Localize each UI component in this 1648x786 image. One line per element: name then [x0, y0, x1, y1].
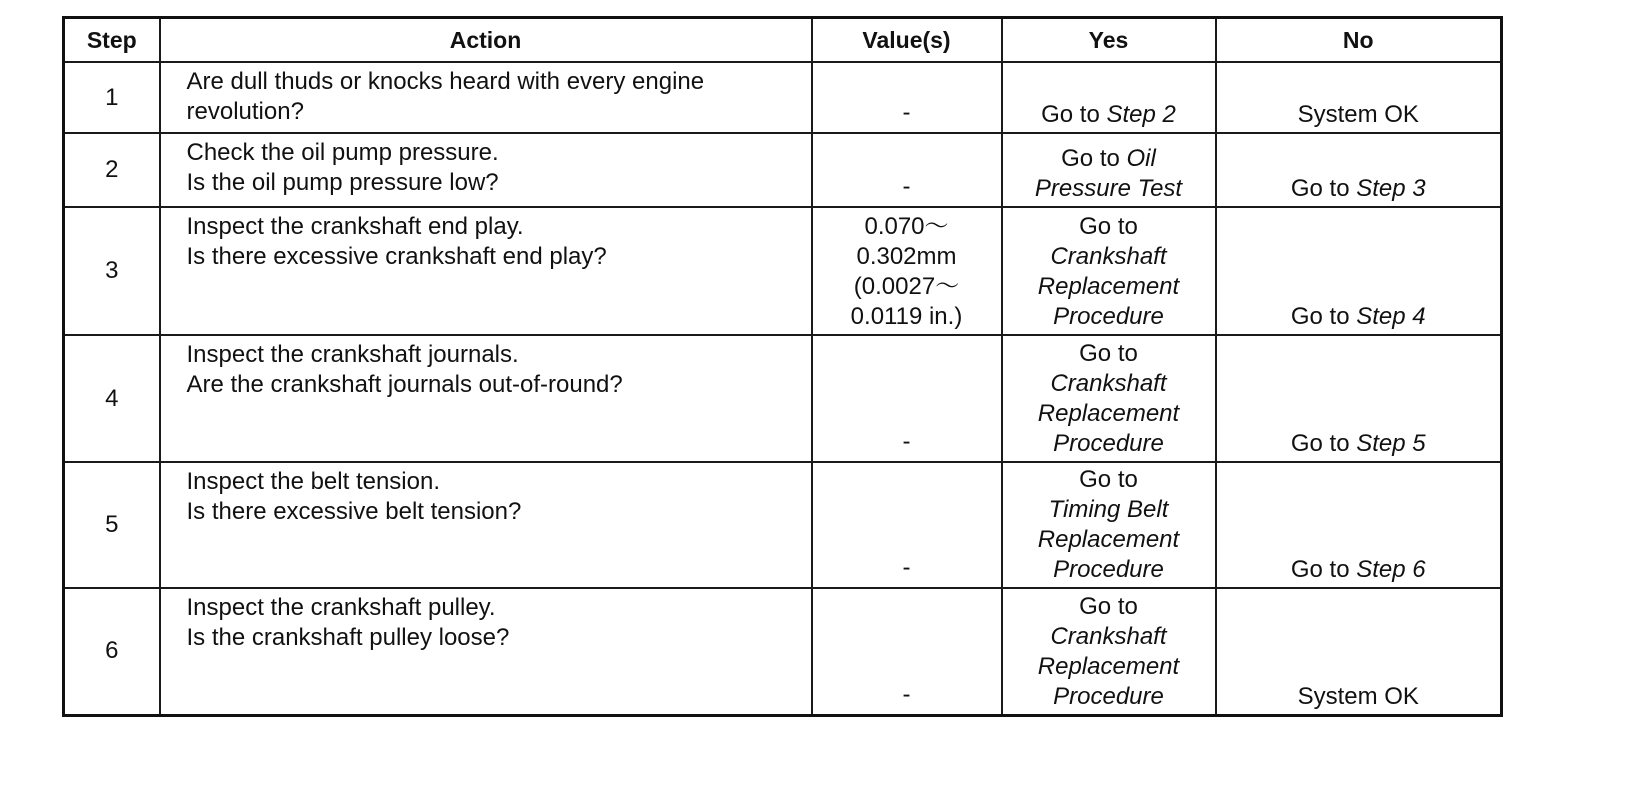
yes-cell	[1002, 207, 1216, 335]
value-line: -	[902, 173, 911, 200]
no-cell	[1216, 462, 1502, 588]
yes-line	[1007, 465, 1211, 495]
header-row	[64, 18, 1502, 63]
table-row	[64, 207, 1502, 335]
no-text: Go to	[1290, 175, 1357, 202]
yes-reference: Crankshaft	[1050, 622, 1167, 650]
yes-line	[1007, 212, 1211, 242]
value-line: 0.070～	[864, 213, 949, 240]
header-yes: Yes	[1002, 18, 1216, 63]
no-text: Go to	[1290, 556, 1357, 583]
yes-line	[1007, 399, 1211, 429]
action-line: Inspect the crankshaft journals.	[186, 341, 519, 368]
action-line: Are dull thuds or knocks heard with every engine revolution?	[186, 68, 705, 125]
value-line: 0.302mm	[856, 243, 957, 270]
header-no: No	[1216, 18, 1502, 63]
yes-line	[1007, 302, 1211, 332]
header-step: Step	[64, 18, 160, 63]
action-line: Inspect the belt tension.	[186, 468, 440, 495]
no-cell	[1216, 207, 1502, 335]
yes-line	[1007, 555, 1211, 585]
no-line	[1221, 174, 1497, 204]
yes-reference: Crankshaft	[1050, 370, 1167, 397]
value-line: (0.0027～	[853, 273, 960, 300]
step-cell: 1	[64, 62, 160, 133]
no-reference: Step 5	[1356, 430, 1426, 457]
yes-text: Go to	[1041, 101, 1107, 128]
yes-line	[1007, 592, 1211, 622]
diagnostic-table	[62, 16, 1503, 717]
value-line: -	[902, 680, 911, 708]
value-line: -	[902, 99, 911, 126]
no-reference: Step 3	[1356, 175, 1426, 202]
yes-reference: Procedure	[1053, 303, 1164, 330]
action-line: Is there excessive belt tension?	[186, 498, 522, 525]
yes-reference: Pressure Test	[1034, 175, 1183, 202]
no-cell	[1216, 588, 1502, 715]
step-cell: 6	[64, 588, 160, 715]
yes-reference: Procedure	[1053, 682, 1164, 710]
value-cell	[812, 462, 1002, 588]
yes-line	[1007, 174, 1211, 204]
table-row	[64, 133, 1502, 207]
action-line: Is the oil pump pressure low?	[186, 169, 499, 196]
no-text: Go to	[1290, 430, 1357, 457]
no-line	[1221, 429, 1497, 459]
yes-reference: Oil	[1126, 145, 1156, 172]
no-text: System OK	[1297, 101, 1419, 128]
yes-line	[1007, 242, 1211, 272]
yes-line	[1007, 652, 1211, 682]
table-row	[64, 62, 1502, 133]
yes-line	[1007, 682, 1211, 712]
step-cell: 3	[64, 207, 160, 335]
no-line	[1221, 682, 1497, 712]
yes-text: Go to	[1079, 592, 1138, 620]
no-text: System OK	[1297, 682, 1419, 710]
yes-text: Go to	[1079, 213, 1138, 240]
yes-cell	[1002, 588, 1216, 715]
value-cell	[812, 335, 1002, 462]
value-cell	[812, 207, 1002, 335]
table-row	[64, 335, 1502, 462]
yes-line	[1007, 339, 1211, 369]
yes-line	[1007, 369, 1211, 399]
no-cell	[1216, 335, 1502, 462]
action-line: Inspect the crankshaft end play.	[186, 213, 524, 240]
yes-cell	[1002, 133, 1216, 207]
no-cell	[1216, 62, 1502, 133]
yes-line	[1007, 495, 1211, 525]
yes-cell	[1002, 462, 1216, 588]
yes-text: Go to	[1061, 145, 1127, 172]
yes-text: Go to	[1079, 340, 1138, 367]
no-cell	[1216, 133, 1502, 207]
action-cell	[160, 335, 812, 462]
yes-reference: Procedure	[1053, 556, 1164, 583]
yes-reference: Replacement	[1037, 273, 1180, 300]
action-line: Check the oil pump pressure.	[186, 139, 499, 166]
step-cell: 4	[64, 335, 160, 462]
value-line: -	[902, 428, 911, 455]
no-reference: Step 6	[1356, 556, 1426, 583]
yes-cell	[1002, 335, 1216, 462]
action-cell	[160, 462, 812, 588]
table-header	[64, 18, 1502, 63]
action-cell	[160, 207, 812, 335]
step-cell: 2	[64, 133, 160, 207]
no-line	[1221, 100, 1497, 130]
header-values: Value(s)	[812, 18, 1002, 63]
yes-reference: Replacement	[1037, 400, 1180, 427]
value-cell	[812, 133, 1002, 207]
yes-reference: Replacement	[1037, 526, 1180, 553]
yes-line	[1007, 144, 1211, 174]
action-line: Inspect the crankshaft pulley.	[186, 594, 496, 621]
yes-reference: Replacement	[1037, 652, 1180, 680]
action-line: Are the crankshaft journals out-of-round?	[186, 371, 623, 398]
yes-line	[1007, 100, 1211, 130]
yes-line	[1007, 272, 1211, 302]
table-row	[64, 462, 1502, 588]
value-line: 0.0119 in.)	[850, 303, 963, 330]
yes-reference: Crankshaft	[1050, 243, 1167, 270]
yes-reference: Timing Belt	[1048, 496, 1169, 523]
yes-line	[1007, 622, 1211, 652]
no-reference: Step 4	[1356, 303, 1426, 330]
no-line	[1221, 302, 1497, 332]
yes-reference: Step 2	[1106, 101, 1176, 128]
step-cell: 5	[64, 462, 160, 588]
yes-text: Go to	[1079, 466, 1138, 493]
yes-line	[1007, 429, 1211, 459]
action-line: Is the crankshaft pulley loose?	[186, 624, 510, 651]
table-body	[64, 62, 1502, 715]
yes-cell	[1002, 62, 1216, 133]
action-cell	[160, 588, 812, 715]
header-action: Action	[160, 18, 812, 63]
no-line	[1221, 555, 1497, 585]
no-text: Go to	[1290, 303, 1357, 330]
action-cell	[160, 62, 812, 133]
value-line: -	[902, 554, 911, 581]
yes-reference: Procedure	[1053, 430, 1164, 457]
action-cell	[160, 133, 812, 207]
yes-line	[1007, 525, 1211, 555]
table-row	[64, 588, 1502, 715]
value-cell	[812, 62, 1002, 133]
action-line: Is there excessive crankshaft end play?	[186, 243, 607, 270]
value-cell	[812, 588, 1002, 715]
